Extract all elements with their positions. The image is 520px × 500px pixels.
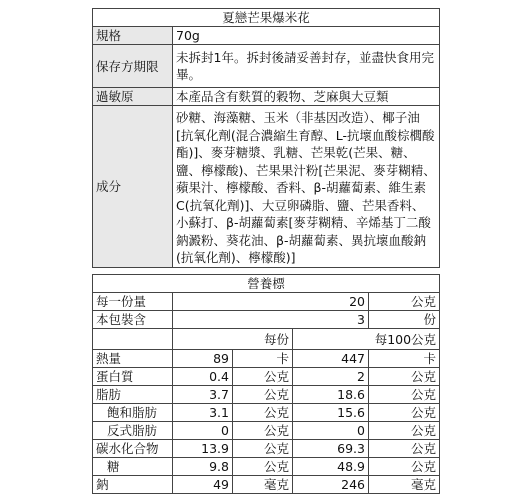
nutrition-row	[93, 368, 440, 386]
per-100g-value: 447	[293, 350, 369, 368]
per-serving-unit: 公克	[233, 440, 293, 458]
per-100g-unit: 公克	[369, 458, 440, 476]
per-serving-value: 3.1	[173, 404, 233, 422]
per-serving-unit: 公克	[233, 386, 293, 404]
serving-size-label: 每一份量	[93, 293, 173, 311]
per-serving-value: 9.8	[173, 458, 233, 476]
header-blank	[93, 329, 173, 350]
nutrient-name: 飽和脂肪	[93, 404, 173, 422]
allergen-value: 本產品含有麩質的穀物、芝麻與大豆類	[173, 88, 440, 106]
per-100g-unit: 公克	[369, 386, 440, 404]
per-serving-unit: 公克	[233, 458, 293, 476]
per-serving-unit: 公克	[233, 422, 293, 440]
per-100g-value: 18.6	[293, 386, 369, 404]
nutrition-row	[93, 386, 440, 404]
nutrient-name: 脂肪	[93, 386, 173, 404]
per-serving-unit: 毫克	[233, 476, 293, 494]
per-serving-value: 3.7	[173, 386, 233, 404]
nutrition-row	[93, 404, 440, 422]
product-info-table	[92, 8, 440, 268]
serving-size-unit: 公克	[369, 293, 440, 311]
per-serving-header: 每份	[173, 329, 293, 350]
per-100g-value: 69.3	[293, 440, 369, 458]
per-serving-value: 13.9	[173, 440, 233, 458]
per-100g-unit: 卡	[369, 350, 440, 368]
nutrition-row	[93, 476, 440, 494]
allergen-label: 過敏原	[93, 88, 173, 106]
per-serving-unit: 公克	[233, 368, 293, 386]
spec-label: 規格	[93, 27, 173, 45]
per-100g-value: 246	[293, 476, 369, 494]
nutrition-title: 營養標	[93, 275, 440, 293]
per-serving-value: 0.4	[173, 368, 233, 386]
per-100g-unit: 公克	[369, 422, 440, 440]
nutrient-name: 糖	[93, 458, 173, 476]
servings-per-pack-value: 3	[173, 311, 369, 329]
serving-size-value: 20	[173, 293, 369, 311]
per-100g-unit: 公克	[369, 440, 440, 458]
per-100g-unit: 公克	[369, 404, 440, 422]
shelf-life-label: 保存方期限	[93, 45, 173, 88]
per-serving-value: 89	[173, 350, 233, 368]
nutrition-row	[93, 458, 440, 476]
nutrient-name: 熱量	[93, 350, 173, 368]
per-100g-value: 0	[293, 422, 369, 440]
servings-per-pack-unit: 份	[369, 311, 440, 329]
per-serving-unit: 公克	[233, 404, 293, 422]
per-serving-value: 49	[173, 476, 233, 494]
per-100g-unit: 公克	[369, 368, 440, 386]
servings-per-pack-label: 本包裝含	[93, 311, 173, 329]
nutrient-name: 反式脂肪	[93, 422, 173, 440]
nutrition-row	[93, 350, 440, 368]
ingredients-value: 砂糖、海藻糖、玉米（非基因改造）、椰子油[抗氧化劑(混合濃縮生育醇、L-抗壞血酸棕櫚酸酯)]、麥芽糖漿、乳糖、芒果乾(芒果、糖、鹽、檸檬酸)、芒果果汁粉[芒果泥、麥芽糊精、蘋果汁、檸檬酸、香料、β-胡蘿蔔素、維生素C(抗氧化劑)]、大豆卵磷脂、鹽、芒果香料、小蘇打、β-胡蘿蔔素[麥芽糊精、辛烯基丁二酸鈉澱粉、葵花油、β-胡蘿蔔素、異抗壞血酸鈉 (抗氧化劑)、檸檬酸)]	[173, 106, 440, 268]
nutrient-name: 碳水化合物	[93, 440, 173, 458]
per-100g-value: 2	[293, 368, 369, 386]
per-serving-value: 0	[173, 422, 233, 440]
shelf-life-value: 未拆封1年。拆封後請妥善封存，並盡快食用完畢。	[173, 45, 440, 88]
per-100g-header: 每100公克	[293, 329, 440, 350]
ingredients-label: 成分	[93, 106, 173, 268]
product-title: 夏戀芒果爆米花	[93, 9, 440, 27]
per-100g-value: 48.9	[293, 458, 369, 476]
nutrition-table	[92, 274, 440, 494]
spec-value: 70g	[173, 27, 440, 45]
per-100g-value: 15.6	[293, 404, 369, 422]
nutrition-row	[93, 440, 440, 458]
nutrition-row	[93, 422, 440, 440]
per-serving-unit: 卡	[233, 350, 293, 368]
nutrient-name: 蛋白質	[93, 368, 173, 386]
per-100g-unit: 毫克	[369, 476, 440, 494]
nutrient-name: 鈉	[93, 476, 173, 494]
